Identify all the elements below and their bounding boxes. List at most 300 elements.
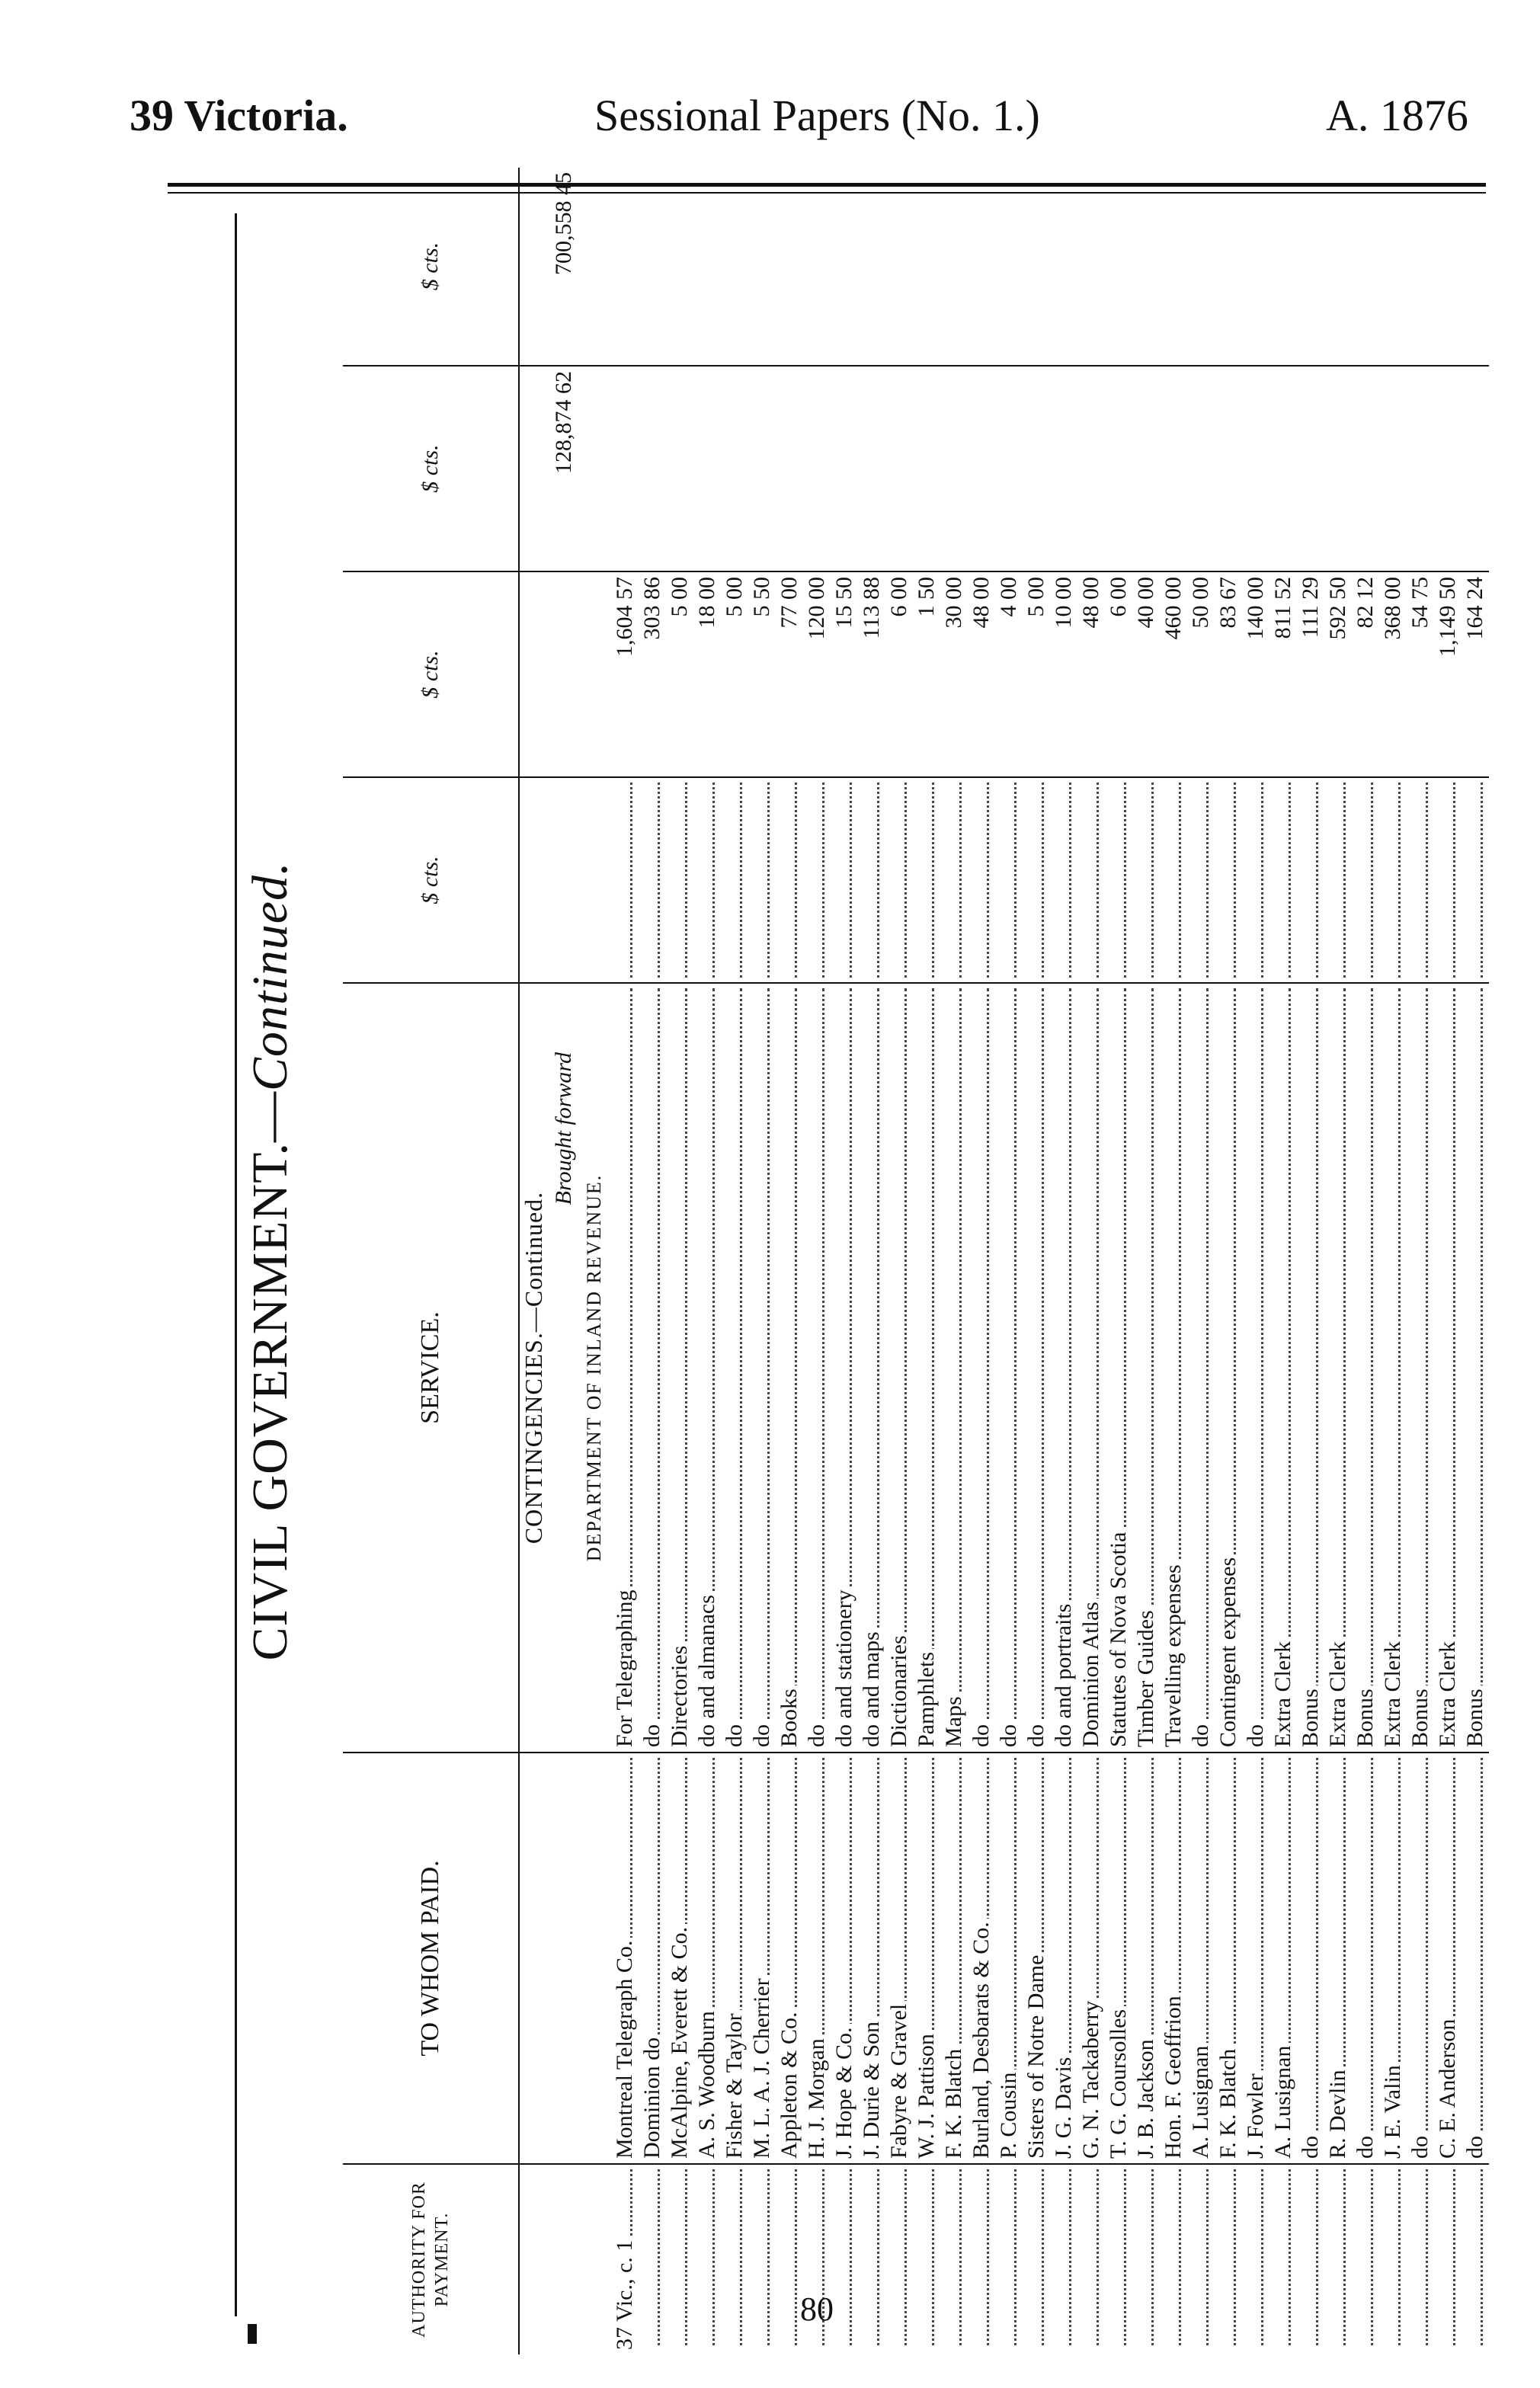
- service-cell: [858, 983, 885, 1753]
- authority-cell: [1187, 2164, 1215, 2354]
- paid-to-cell-text: Sisters of Notre Dame: [1023, 1952, 1049, 2159]
- service-cell: [1187, 983, 1215, 1753]
- paid-to-cell-text: J. E. Valin: [1380, 2062, 1405, 2159]
- service-cell: [1215, 983, 1242, 1753]
- amount-col4-cell: [611, 168, 639, 366]
- service-cell-text: Directories: [667, 1643, 692, 1747]
- paid-to-cell-text: W. J. Pattison: [914, 2031, 939, 2159]
- authority-cell: [693, 2164, 721, 2354]
- service-cell-text: Bonus: [1407, 1685, 1433, 1747]
- paid-to-cell-text: J. B. Jackson: [1133, 2036, 1158, 2159]
- authority-cell: [1407, 2164, 1434, 2354]
- amount-col2-cell: 164 24: [1462, 571, 1489, 777]
- service-cell: [748, 983, 776, 1753]
- paid-to-cell: [1132, 1753, 1160, 2164]
- table-row: [776, 168, 803, 2354]
- col-authority: AUTHORITY FOR PAYMENT.: [343, 2164, 519, 2354]
- paid-to-cell: [940, 1753, 968, 2164]
- authority-cell-text: [1051, 2347, 1076, 2350]
- table-row: [1023, 168, 1050, 2354]
- service-cell-text: Bonus: [1298, 1685, 1323, 1747]
- paid-to-cell-text: Montreal Telegraph Co.: [612, 1938, 637, 2159]
- paid-to-cell-text: do: [1353, 2133, 1378, 2159]
- amount-col2-cell: 592 50: [1324, 571, 1352, 777]
- paid-to-cell-text: C. E. Anderson: [1435, 2016, 1460, 2159]
- authority-cell: [858, 2164, 885, 2354]
- amount-col3-cell: [913, 366, 940, 571]
- paid-to-cell-text: J. Durie & Son: [859, 2018, 884, 2159]
- paid-to-cell: [1077, 1753, 1105, 2164]
- authority-cell-text: [1133, 2347, 1158, 2350]
- service-cell: [913, 983, 940, 1753]
- authority-cell-text: [859, 2347, 884, 2350]
- service-cell: [1379, 983, 1407, 1753]
- service-cell-text: Bonus: [1462, 1685, 1487, 1747]
- authority-cell: [1132, 2164, 1160, 2354]
- service-cell: [1050, 983, 1077, 1753]
- amount-col3-cell: [1407, 366, 1434, 571]
- amount-col4-cell: [1324, 168, 1352, 366]
- paid-to-cell: [858, 1753, 885, 2164]
- page-header: [0, 90, 1540, 158]
- title-continued: Continued.: [242, 861, 298, 1091]
- amount-col3-cell: [1269, 366, 1297, 571]
- table-row: [693, 168, 721, 2354]
- amount-col2-cell: 54 75: [1407, 571, 1434, 777]
- service-cell: [721, 983, 748, 1753]
- amount-col4-cell: [1050, 168, 1077, 366]
- amount-col3-cell: [1215, 366, 1242, 571]
- amount-col2-cell: 5 00: [1023, 571, 1050, 777]
- service-cell: [968, 983, 995, 1753]
- amount-col4-cell: [1297, 168, 1324, 366]
- service-cell: [1434, 983, 1462, 1753]
- amount-col2-cell: 40 00: [1132, 571, 1160, 777]
- amount-col3-cell: [748, 366, 776, 571]
- table-row: [1187, 168, 1215, 2354]
- authority-cell-text: [1215, 2347, 1241, 2350]
- authority-cell: [1160, 2164, 1187, 2354]
- service-cell-text: Pamphlets: [914, 1649, 939, 1747]
- service-cell-text: do and maps: [859, 1628, 884, 1747]
- amount-col3-cell: [968, 366, 995, 571]
- amount-col1-cell: [940, 777, 968, 983]
- header-center: Sessional Papers (No. 1.): [594, 91, 1040, 140]
- header-row: [343, 168, 519, 2354]
- amount-col1-cell: [666, 777, 693, 983]
- paid-to-cell-text: T. G. Coursolles: [1106, 2006, 1131, 2159]
- service-cell-text: do: [1023, 1721, 1049, 1747]
- authority-cell-text: [1270, 2347, 1295, 2350]
- amount-col2-cell: 1,604 57: [611, 571, 639, 777]
- service-cell-text: do and portraits: [1051, 1601, 1076, 1747]
- amount-col2-cell: 140 00: [1242, 571, 1269, 777]
- amount-col1-cell: [1242, 777, 1269, 983]
- service-cell: [1407, 983, 1434, 1753]
- ledger-body: [519, 168, 1489, 2354]
- amount-col3-cell: [1324, 366, 1352, 571]
- amount-col3-cell: [1352, 366, 1379, 571]
- brought-forward-col3: 128,874 62: [550, 366, 581, 571]
- paid-to-cell-text: Fabyre & Gravel: [886, 2001, 911, 2159]
- paid-to-cell-text: A. Lusignan: [1188, 2043, 1213, 2159]
- amount-col1-cell: [803, 777, 831, 983]
- authority-cell-text: [1106, 2347, 1131, 2350]
- service-cell: [1077, 983, 1105, 1753]
- service-cell-text: do: [996, 1721, 1021, 1747]
- authority-cell: [1050, 2164, 1077, 2354]
- brought-forward-col4: 700,558 45: [550, 168, 581, 366]
- amount-col3-cell: [776, 366, 803, 571]
- paid-to-cell: [831, 1753, 858, 2164]
- amount-col4-cell: [1379, 168, 1407, 366]
- paid-to-cell: [1462, 1753, 1489, 2164]
- authority-cell-text: [1023, 2347, 1049, 2350]
- authority-cell: [776, 2164, 803, 2354]
- amount-col4-cell: [968, 168, 995, 366]
- amount-col1-cell: [721, 777, 748, 983]
- header-right: A. 1876: [1326, 91, 1468, 140]
- amount-col4-cell: [639, 168, 666, 366]
- amount-col1-cell: [1434, 777, 1462, 983]
- paid-to-cell-text: Dominion do: [639, 2034, 664, 2159]
- service-cell: [693, 983, 721, 1753]
- table-row: [639, 168, 666, 2354]
- authority-cell: [639, 2164, 666, 2354]
- service-cell-text: do: [804, 1721, 829, 1747]
- amount-col3-cell: [995, 366, 1023, 571]
- col-service: SERVICE.: [343, 983, 519, 1753]
- amount-col1-cell: [1187, 777, 1215, 983]
- authority-cell-text: [1298, 2347, 1323, 2350]
- authority-cell-text: [914, 2347, 939, 2350]
- authority-cell: [1352, 2164, 1379, 2354]
- paid-to-cell: [666, 1753, 693, 2164]
- paid-to-cell: [1269, 1753, 1297, 2164]
- service-cell-text: Extra Clerk: [1435, 1638, 1460, 1747]
- amount-col2-cell: 368 00: [1379, 571, 1407, 777]
- amount-col3-cell: [721, 366, 748, 571]
- amount-col1-cell: [1050, 777, 1077, 983]
- authority-cell-text: [722, 2347, 747, 2350]
- paid-to-cell: [995, 1753, 1023, 2164]
- paid-to-cell-text: Burland, Desbarats & Co.: [969, 1919, 994, 2159]
- authority-cell-text: [694, 2347, 719, 2350]
- table-row: [1132, 168, 1160, 2354]
- table-row: [1352, 168, 1379, 2354]
- amount-col2-cell: 10 00: [1050, 571, 1077, 777]
- paid-to-cell: [748, 1753, 776, 2164]
- amount-col3-cell: [1132, 366, 1160, 571]
- amount-col1-cell: [1132, 777, 1160, 983]
- service-cell: [1132, 983, 1160, 1753]
- amount-col4-cell: [1105, 168, 1132, 366]
- table-row: [1050, 168, 1077, 2354]
- service-cell-text: For Telegraphing: [612, 1587, 637, 1747]
- amount-col2-cell: 48 00: [968, 571, 995, 777]
- authority-cell-text: [1161, 2347, 1186, 2350]
- amount-col4-cell: [1242, 168, 1269, 366]
- amount-col4-cell: [1352, 168, 1379, 366]
- authority-cell-text: [969, 2347, 994, 2350]
- paid-to-cell-text: J. G. Davis: [1051, 2054, 1076, 2159]
- amount-col4-cell: [995, 168, 1023, 366]
- authority-cell: [666, 2164, 693, 2354]
- table-row: [611, 168, 639, 2354]
- authority-cell-text: [886, 2347, 911, 2350]
- service-cell: [1105, 983, 1132, 1753]
- amount-col2-cell: 15 50: [831, 571, 858, 777]
- authority-cell: [1105, 2164, 1132, 2354]
- amount-col2-cell: 4 00: [995, 571, 1023, 777]
- amount-col3-cell: [1379, 366, 1407, 571]
- table-row: [858, 168, 885, 2354]
- amount-col2-cell: 811 52: [1269, 571, 1297, 777]
- table-row: [1462, 168, 1489, 2354]
- paid-to-cell-text: M. L. A. J. Cherrier: [749, 1975, 774, 2159]
- amount-col3-cell: [1077, 366, 1105, 571]
- rotated-table-page: [229, 168, 1524, 2354]
- service-cell-text: Statutes of Nova Scotia: [1106, 1529, 1131, 1747]
- authority-cell: [1379, 2164, 1407, 2354]
- paid-to-cell-text: F. K. Blatch: [1215, 2046, 1241, 2159]
- amount-col4-cell: [1077, 168, 1105, 366]
- service-cell: [1462, 983, 1489, 1753]
- amount-col3-cell: [885, 366, 913, 571]
- service-cell: [1352, 983, 1379, 1753]
- table-row: [1077, 168, 1105, 2354]
- service-cell-text: Bonus: [1353, 1685, 1378, 1747]
- amount-col2-cell: 6 00: [1105, 571, 1132, 777]
- col-amount-1: $ cts.: [343, 777, 519, 983]
- amount-col1-cell: [1160, 777, 1187, 983]
- amount-col1-cell: [1352, 777, 1379, 983]
- authority-cell: [1242, 2164, 1269, 2354]
- paid-to-cell-text: do: [1298, 2133, 1323, 2159]
- authority-cell-text: [1353, 2347, 1378, 2350]
- amount-col1-cell: [1077, 777, 1105, 983]
- paid-to-cell: [1050, 1753, 1077, 2164]
- service-cell-text: do: [749, 1721, 774, 1747]
- section-heading-row: [519, 168, 550, 2354]
- service-cell-text: do: [1188, 1721, 1213, 1747]
- paid-to-cell: [1352, 1753, 1379, 2164]
- amount-col3-cell: [831, 366, 858, 571]
- authority-cell-text: [1380, 2347, 1405, 2350]
- paid-to-cell: [1297, 1753, 1324, 2164]
- paid-to-cell: [1023, 1753, 1050, 2164]
- amount-col4-cell: [1434, 168, 1462, 366]
- authority-cell: [885, 2164, 913, 2354]
- amount-col4-cell: [1132, 168, 1160, 366]
- amount-col1-cell: [1269, 777, 1297, 983]
- authority-cell: [968, 2164, 995, 2354]
- table-row: [1105, 168, 1132, 2354]
- table-row: [995, 168, 1023, 2354]
- amount-col2-cell: 6 00: [885, 571, 913, 777]
- service-cell-text: Extra Clerk: [1325, 1638, 1350, 1747]
- amount-col4-cell: [831, 168, 858, 366]
- amount-col1-cell: [858, 777, 885, 983]
- amount-col2-cell: 5 00: [721, 571, 748, 777]
- service-cell-text: do: [969, 1721, 994, 1747]
- table-row: [1407, 168, 1434, 2354]
- authority-cell-text: [1462, 2347, 1487, 2350]
- authority-cell-text: 37 Vic., c. 1: [612, 2237, 637, 2350]
- service-cell: [831, 983, 858, 1753]
- authority-cell: [831, 2164, 858, 2354]
- amount-col3-cell: [639, 366, 666, 571]
- paid-to-cell: [1407, 1753, 1434, 2164]
- authority-cell: [913, 2164, 940, 2354]
- col-paid-to: TO WHOM PAID.: [343, 1753, 519, 2164]
- amount-col4-cell: [721, 168, 748, 366]
- amount-col4-cell: [776, 168, 803, 366]
- table-row: [748, 168, 776, 2354]
- paid-to-cell-text: J. Hope & Co.: [831, 2025, 856, 2159]
- paid-to-cell-text: P. Cousin: [996, 2069, 1021, 2159]
- amount-col3-cell: [1187, 366, 1215, 571]
- amount-col4-cell: [803, 168, 831, 366]
- authority-cell-text: [996, 2347, 1021, 2350]
- table-row: [1297, 168, 1324, 2354]
- service-cell: [803, 983, 831, 1753]
- amount-col4-cell: [913, 168, 940, 366]
- amount-col1-cell: [1407, 777, 1434, 983]
- table-row: [831, 168, 858, 2354]
- authority-cell-text: [1243, 2347, 1268, 2350]
- paid-to-cell: [1434, 1753, 1462, 2164]
- service-cell-text: Timber Guides: [1133, 1607, 1158, 1747]
- service-cell: [1242, 983, 1269, 1753]
- paid-to-cell-text: McAlpine, Everett & Co.: [667, 1924, 692, 2159]
- amount-col1-cell: [1105, 777, 1132, 983]
- amount-col2-cell: 303 86: [639, 571, 666, 777]
- table-row: [1324, 168, 1352, 2354]
- paid-to-cell-text: F. K. Blatch: [941, 2046, 966, 2159]
- service-cell-text: Maps: [941, 1693, 966, 1747]
- authority-cell: [1215, 2164, 1242, 2354]
- authority-cell-text: [831, 2347, 856, 2350]
- section-heading: CONTINGENCIES.—Continued.: [519, 983, 550, 1753]
- amount-col1-cell: [1462, 777, 1489, 983]
- paid-to-cell-text: G. N. Tackaberry: [1078, 1998, 1103, 2159]
- amount-col2-cell: 120 00: [803, 571, 831, 777]
- service-cell-text: Contingent expenses: [1215, 1554, 1241, 1747]
- paid-to-cell-text: R. Devlin: [1325, 2066, 1350, 2159]
- amount-col4-cell: [1160, 168, 1187, 366]
- paid-to-cell: [1242, 1753, 1269, 2164]
- amount-col2-cell: 460 00: [1160, 571, 1187, 777]
- authority-cell-text: [776, 2347, 802, 2350]
- authority-cell: [721, 2164, 748, 2354]
- authority-cell-text: [1188, 2347, 1213, 2350]
- paid-to-cell: [639, 1753, 666, 2164]
- amount-col2-cell: 5 00: [666, 571, 693, 777]
- service-cell-text: Dominion Atlas: [1078, 1599, 1103, 1747]
- paid-to-cell: [1215, 1753, 1242, 2164]
- amount-col2-cell: 1,149 50: [1434, 571, 1462, 777]
- table-row: [1160, 168, 1187, 2354]
- paid-to-cell-text: H. J. Morgan: [804, 2035, 829, 2159]
- amount-col1-cell: [611, 777, 639, 983]
- authority-cell: [748, 2164, 776, 2354]
- paid-to-cell-text: Fisher & Taylor: [722, 2010, 747, 2159]
- authority-cell: [1297, 2164, 1324, 2354]
- amount-col3-cell: [858, 366, 885, 571]
- amount-col2-cell: 1 50: [913, 571, 940, 777]
- authority-cell: [1269, 2164, 1297, 2354]
- table-row: [885, 168, 913, 2354]
- table-row: [940, 168, 968, 2354]
- service-cell: [611, 983, 639, 1753]
- amount-col4-cell: [1462, 168, 1489, 366]
- amount-col4-cell: [1215, 168, 1242, 366]
- amount-col1-cell: [968, 777, 995, 983]
- amount-col1-cell: [913, 777, 940, 983]
- paid-to-cell: [1187, 1753, 1215, 2164]
- ledger-table: [343, 168, 1489, 2354]
- paid-to-cell: [968, 1753, 995, 2164]
- amount-col4-cell: [858, 168, 885, 366]
- service-cell-text: do: [722, 1721, 747, 1747]
- amount-col2-cell: 48 00: [1077, 571, 1105, 777]
- amount-col1-cell: [776, 777, 803, 983]
- authority-cell-text: [639, 2347, 664, 2350]
- table-row: [1434, 168, 1462, 2354]
- service-cell-text: do and stationery: [831, 1586, 856, 1747]
- service-cell: [995, 983, 1023, 1753]
- paid-to-cell-text: do: [1407, 2133, 1433, 2159]
- amount-col4-cell: [693, 168, 721, 366]
- authority-cell-text: [1325, 2347, 1350, 2350]
- authority-cell: [995, 2164, 1023, 2354]
- authority-cell: [1462, 2164, 1489, 2354]
- amount-col3-cell: [1297, 366, 1324, 571]
- authority-cell-text: [1407, 2347, 1433, 2350]
- service-cell: [1324, 983, 1352, 1753]
- paid-to-cell: [885, 1753, 913, 2164]
- authority-cell: [1077, 2164, 1105, 2354]
- paid-to-cell: [1105, 1753, 1132, 2164]
- authority-cell: [611, 2164, 639, 2354]
- header-left: 39 Victoria.: [130, 91, 348, 140]
- authority-cell: [1434, 2164, 1462, 2354]
- paid-to-cell: [1160, 1753, 1187, 2164]
- authority-cell-text: [1435, 2347, 1460, 2350]
- col-amount-3: $ cts.: [343, 366, 519, 571]
- paid-to-cell-text: A. Lusignan: [1270, 2043, 1295, 2159]
- amount-col1-cell: [1379, 777, 1407, 983]
- amount-col3-cell: [1160, 366, 1187, 571]
- table-row: [913, 168, 940, 2354]
- table-row: [1379, 168, 1407, 2354]
- paid-to-cell: [611, 1753, 639, 2164]
- amount-col4-cell: [940, 168, 968, 366]
- amount-col4-cell: [885, 168, 913, 366]
- amount-col4-cell: [1407, 168, 1434, 366]
- service-cell-text: do: [639, 1721, 664, 1747]
- table-row: [666, 168, 693, 2354]
- amount-col3-cell: [1434, 366, 1462, 571]
- authority-cell-text: [667, 2347, 692, 2350]
- paid-to-cell-text: Hon. F. Geoffrion: [1161, 1993, 1186, 2159]
- amount-col2-cell: 111 29: [1297, 571, 1324, 777]
- amount-col1-cell: [831, 777, 858, 983]
- title-main: CIVIL GOVERNMENT.—: [242, 1090, 298, 1661]
- authority-cell-text: [804, 2347, 829, 2350]
- amount-col1-cell: [885, 777, 913, 983]
